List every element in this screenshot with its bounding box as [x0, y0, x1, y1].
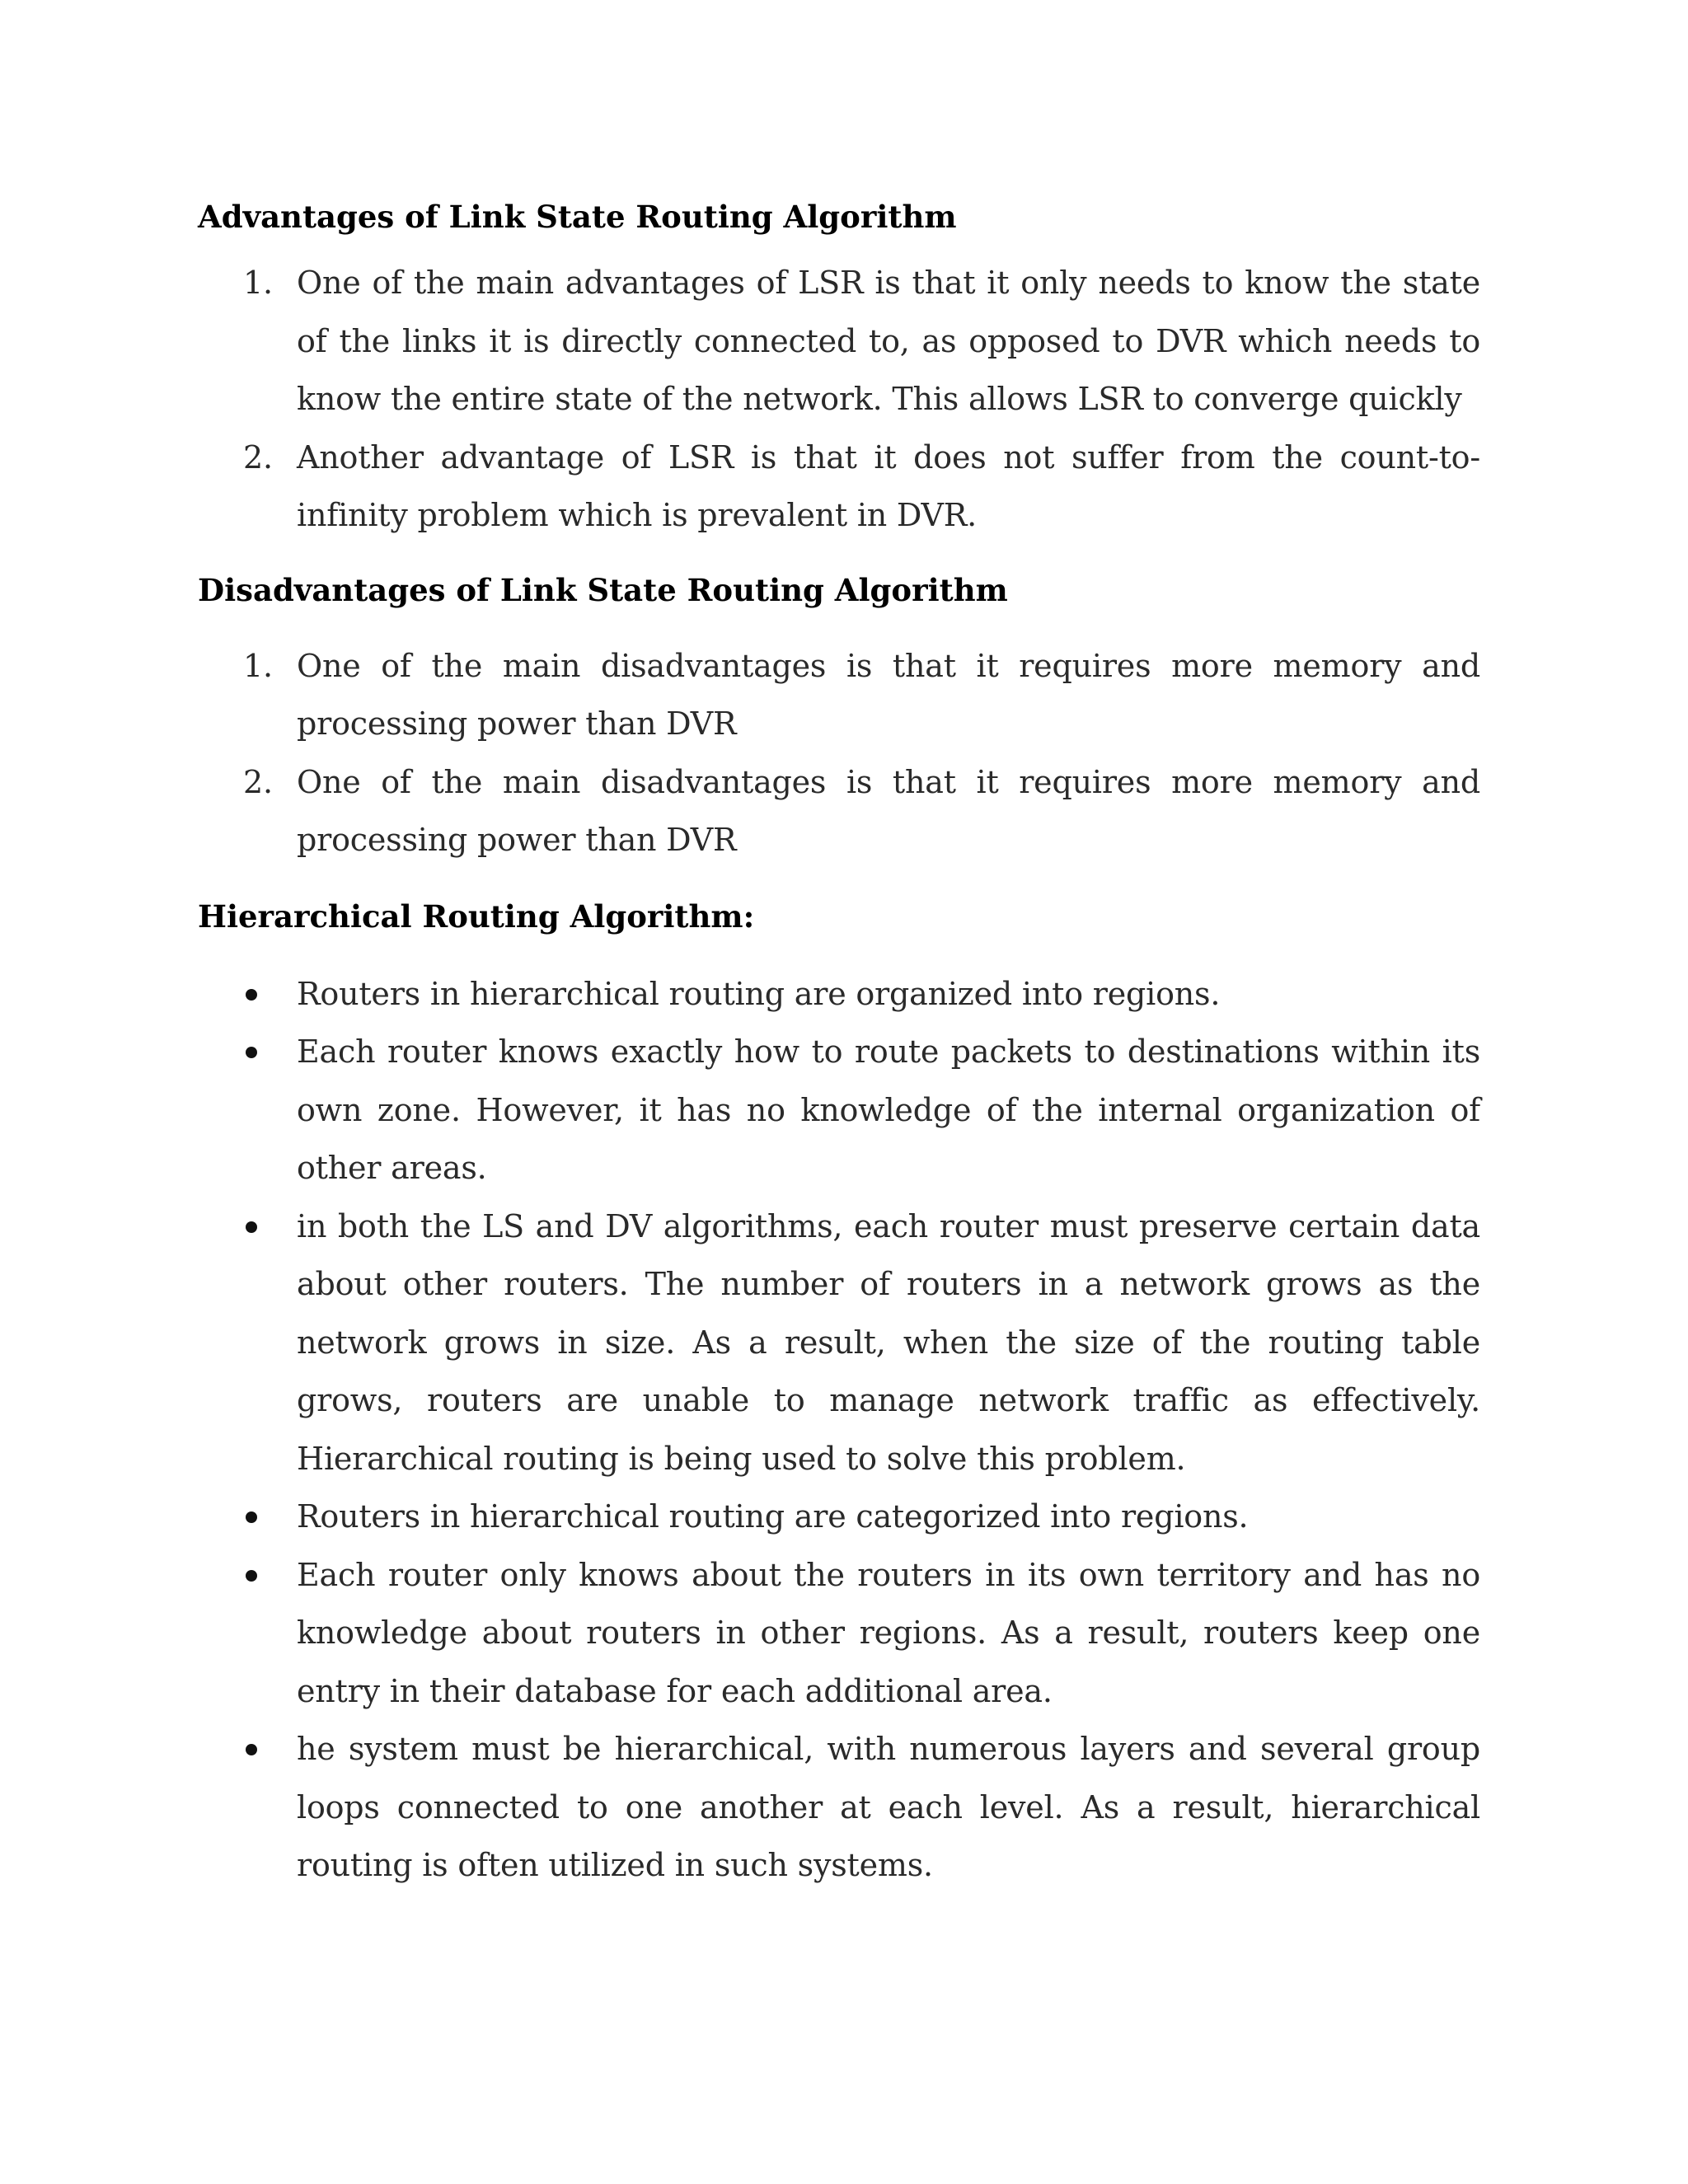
list-item	[198, 1023, 1480, 1197]
list-item-text: Each router only knows about the routers in its own territory and has no knowledge about routers in other regions. As a result, routers keep one entry in their database for each additional area.	[297, 1556, 1480, 1709]
list-item-text: in both the LS and DV algorithms, each router must preserve certain data about other routers. The number of routers in a network grows as the network grows in size. As a result, when the size of the routing table grows, routers are unable to manage network traffic as effectively. Hierarchical routing is being used to solve this problem.	[297, 1207, 1480, 1477]
bullet-icon	[246, 1511, 257, 1523]
list-item	[198, 1197, 1480, 1488]
bullet-icon	[246, 989, 257, 1001]
list-item-text: Routers in hierarchical routing are categorized into regions.	[297, 1498, 1249, 1535]
bullet-icon	[246, 1744, 257, 1755]
list-item	[198, 637, 1480, 753]
list-item	[198, 429, 1480, 545]
list-item	[198, 1546, 1480, 1721]
advantages-list	[198, 254, 1480, 545]
bullet-icon	[246, 1570, 257, 1582]
list-item	[198, 965, 1480, 1024]
hierarchical-heading: Hierarchical Routing Algorithm:	[198, 898, 755, 935]
list-number: 1.	[243, 265, 273, 301]
advantages-heading: Advantages of Link State Routing Algorithm	[198, 199, 957, 235]
list-item-text: Routers in hierarchical routing are organized into regions.	[297, 975, 1221, 1012]
list-number: 2.	[243, 438, 273, 476]
bullet-icon	[246, 1221, 257, 1233]
disadvantages-list	[198, 637, 1480, 869]
list-item-text: he system must be hierarchical, with numerous layers and several group loops connected to one another at each level. As a result, hierarchical routing is often utilized in such systems.	[297, 1731, 1480, 1883]
list-item	[198, 753, 1480, 869]
list-item	[198, 1720, 1480, 1895]
list-item	[198, 1488, 1480, 1546]
document-page	[198, 183, 1480, 1895]
disadvantages-heading: Disadvantages of Link State Routing Algorithm	[198, 571, 1008, 608]
list-item-text: One of the main disadvantages is that it requires more memory and processing power than DVR	[297, 763, 1480, 858]
bullet-icon	[246, 1047, 257, 1058]
list-item	[198, 254, 1480, 429]
list-item-text: One of the main disadvantages is that it requires more memory and processing power than DVR	[297, 647, 1480, 742]
list-number: 1.	[243, 647, 273, 684]
list-item-text: Another advantage of LSR is that it does not suffer from the count-to-infinity problem which is prevalent in DVR.	[297, 438, 1480, 533]
list-item-text: Each router knows exactly how to route packets to destinations within its own zone. However, it has no knowledge of the internal organization of other areas.	[297, 1033, 1480, 1186]
list-item-text: One of the main advantages of LSR is that it only needs to know the state of the links it is directly connected to, as opposed to DVR which needs to know the entire state of the network. This allows LSR to converge quickly	[297, 265, 1480, 417]
hierarchical-list	[198, 965, 1480, 1895]
list-number: 2.	[243, 763, 273, 800]
